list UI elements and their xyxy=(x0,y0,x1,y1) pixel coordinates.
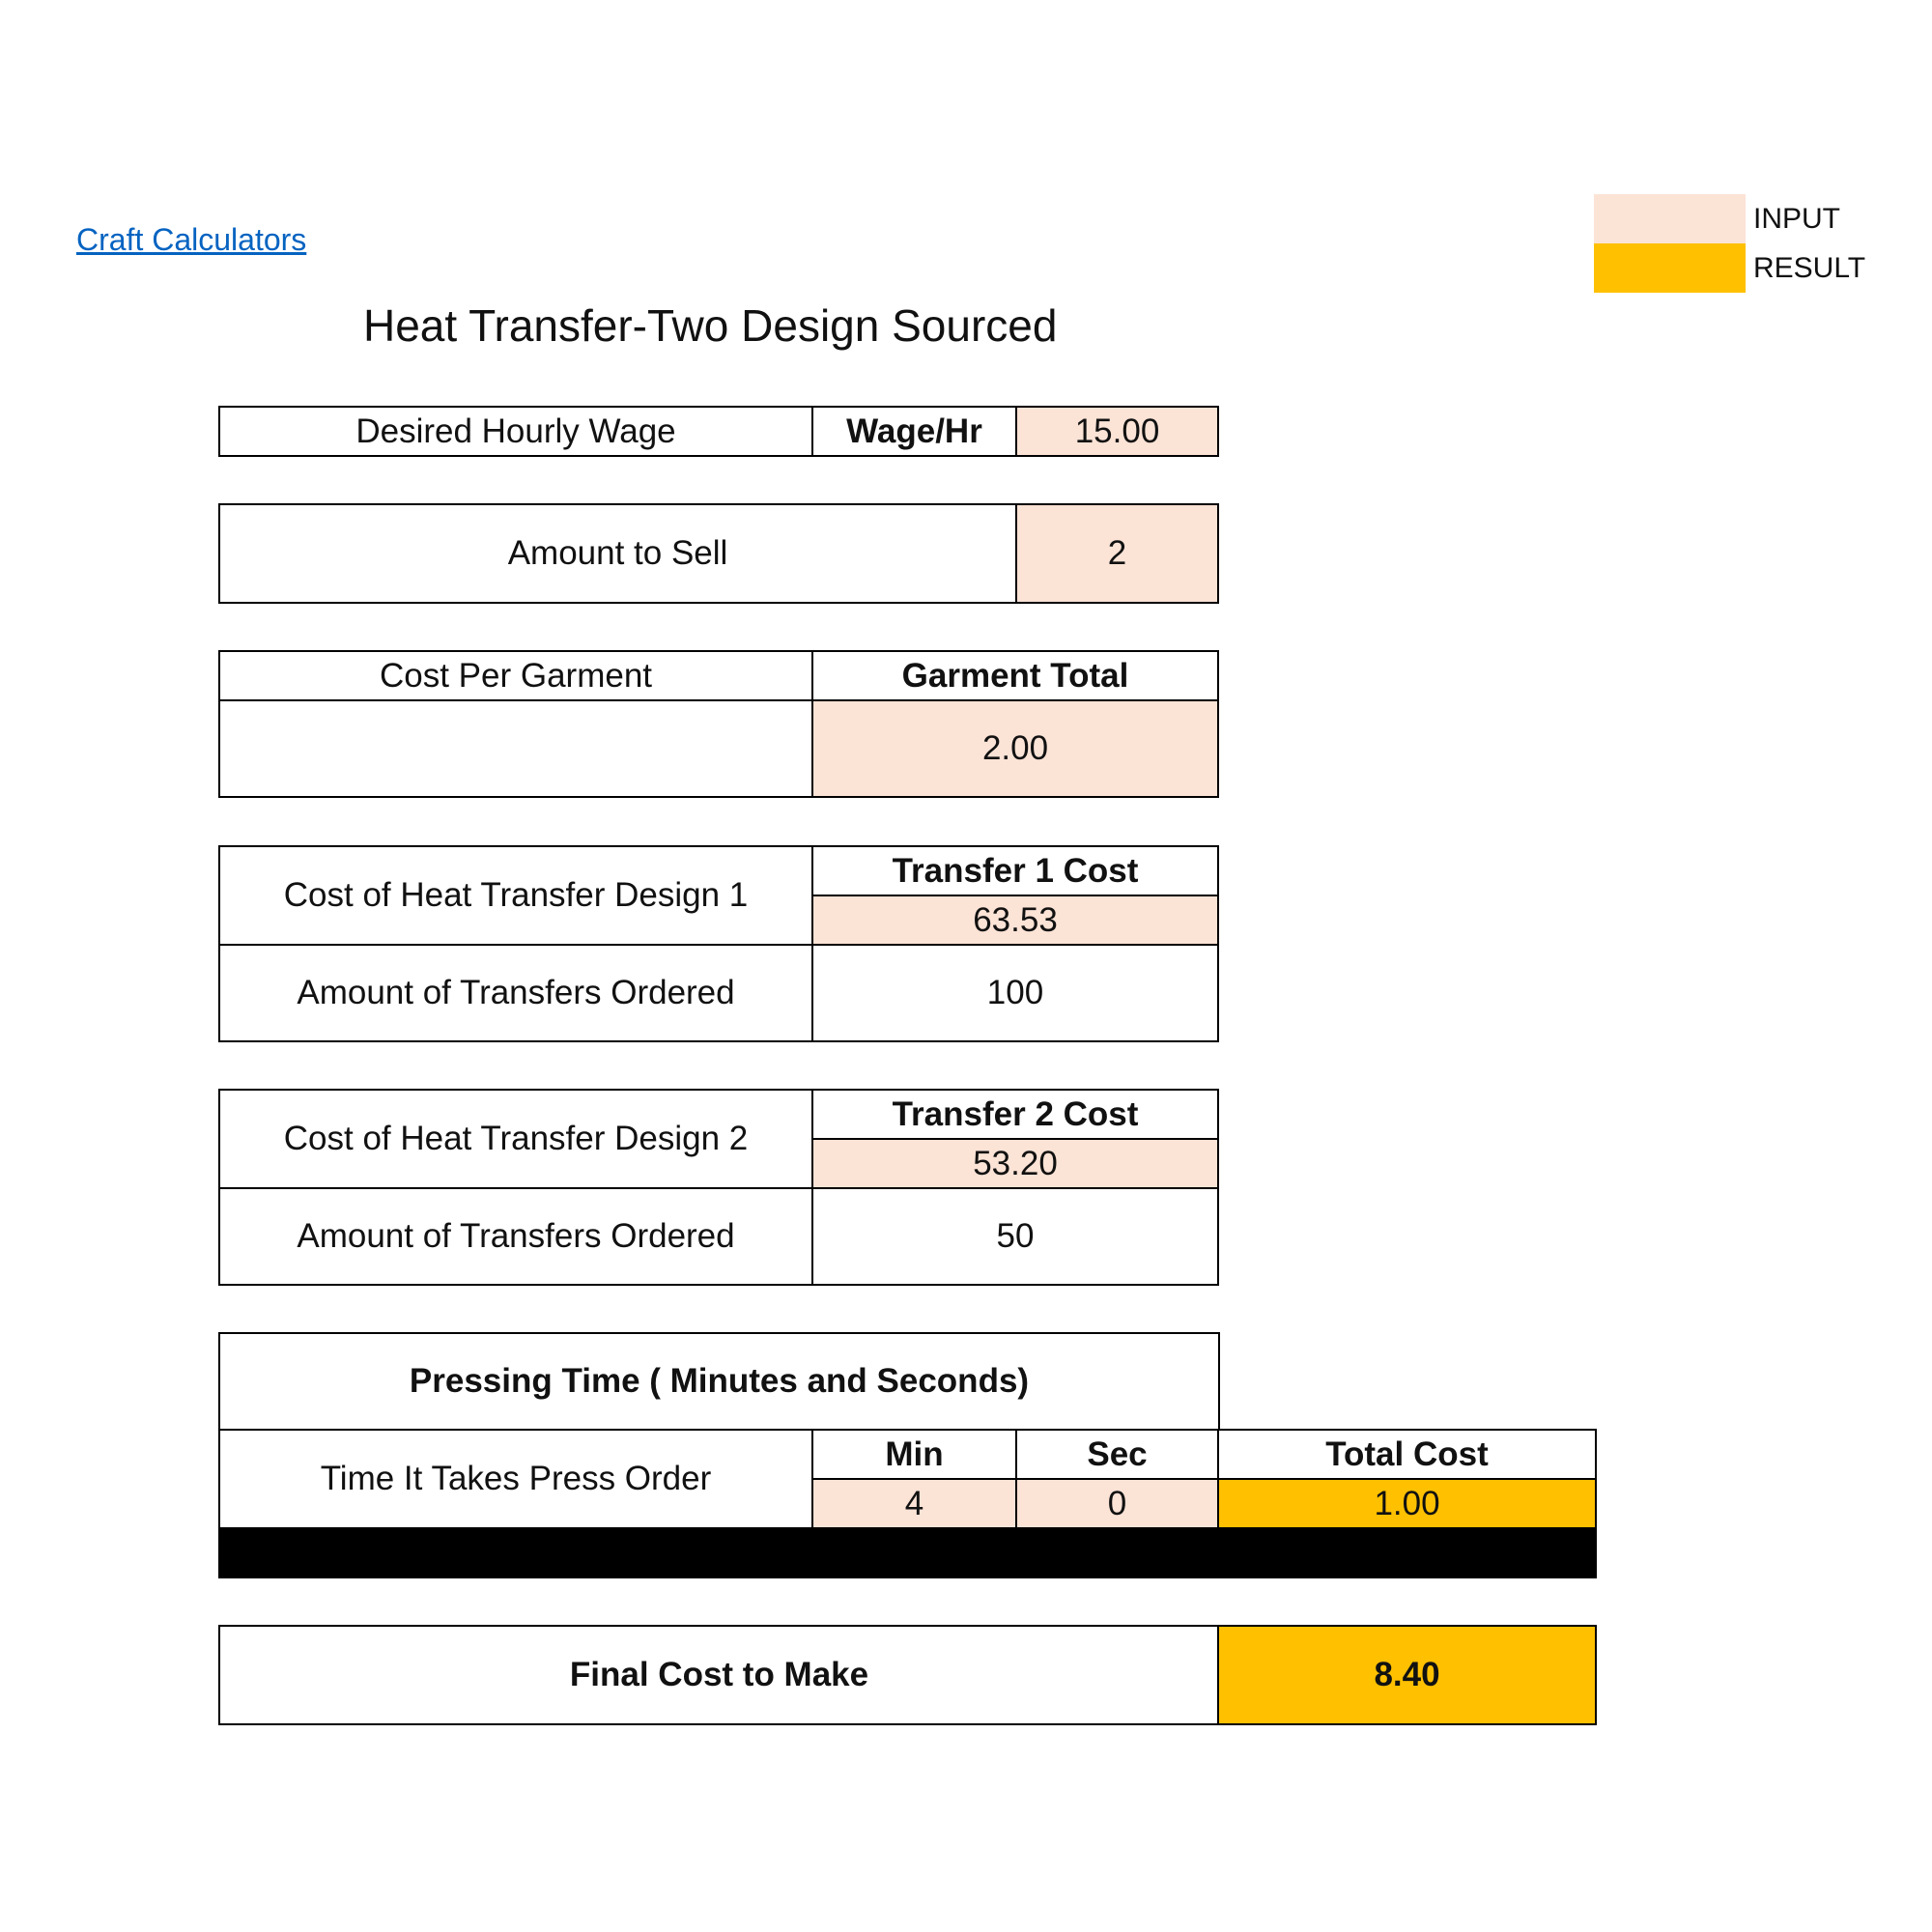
pressing-time-title: Pressing Time ( Minutes and Seconds) xyxy=(218,1332,1220,1431)
total-cost-result: 1.00 xyxy=(1217,1478,1597,1529)
legend-result-label: RESULT xyxy=(1753,252,1866,284)
transfer1-cost-header: Transfer 1 Cost xyxy=(811,845,1219,896)
black-divider-bar xyxy=(218,1527,1597,1578)
transfer1-cost-input[interactable]: 63.53 xyxy=(811,895,1219,946)
transfer2-ordered-label: Amount of Transfers Ordered xyxy=(218,1187,813,1286)
transfer2-label: Cost of Heat Transfer Design 2 xyxy=(218,1089,813,1189)
transfer2-ordered-value: 50 xyxy=(811,1187,1219,1286)
legend-result-swatch xyxy=(1594,243,1746,293)
transfer2-cost-input[interactable]: 53.20 xyxy=(811,1138,1219,1189)
sec-header: Sec xyxy=(1015,1429,1219,1480)
amount-to-sell-label: Amount to Sell xyxy=(218,503,1017,604)
garment-total-header: Garment Total xyxy=(811,650,1219,701)
cost-per-garment-label: Cost Per Garment xyxy=(218,650,813,701)
garment-total-input[interactable]: 2.00 xyxy=(811,699,1219,798)
wage-label: Desired Hourly Wage xyxy=(218,406,813,457)
transfer2-cost-header: Transfer 2 Cost xyxy=(811,1089,1219,1140)
wage-input[interactable]: 15.00 xyxy=(1015,406,1219,457)
craft-calculators-link[interactable]: Craft Calculators xyxy=(76,222,307,257)
transfer1-ordered-value: 100 xyxy=(811,944,1219,1042)
transfer1-ordered-label: Amount of Transfers Ordered xyxy=(218,944,813,1042)
legend-input-label: INPUT xyxy=(1753,203,1840,235)
min-header: Min xyxy=(811,1429,1017,1480)
legend-input-swatch xyxy=(1594,194,1746,243)
final-cost-label: Final Cost to Make xyxy=(218,1625,1220,1725)
press-order-label: Time It Takes Press Order xyxy=(218,1429,813,1529)
sec-input[interactable]: 0 xyxy=(1015,1478,1219,1529)
wage-header: Wage/Hr xyxy=(811,406,1017,457)
garment-empty-cell xyxy=(218,699,813,798)
total-cost-header: Total Cost xyxy=(1217,1429,1597,1480)
min-input[interactable]: 4 xyxy=(811,1478,1017,1529)
amount-to-sell-input[interactable]: 2 xyxy=(1015,503,1219,604)
final-cost-result: 8.40 xyxy=(1217,1625,1597,1725)
page-title: Heat Transfer-Two Design Sourced xyxy=(363,300,1058,351)
transfer1-label: Cost of Heat Transfer Design 1 xyxy=(218,845,813,946)
